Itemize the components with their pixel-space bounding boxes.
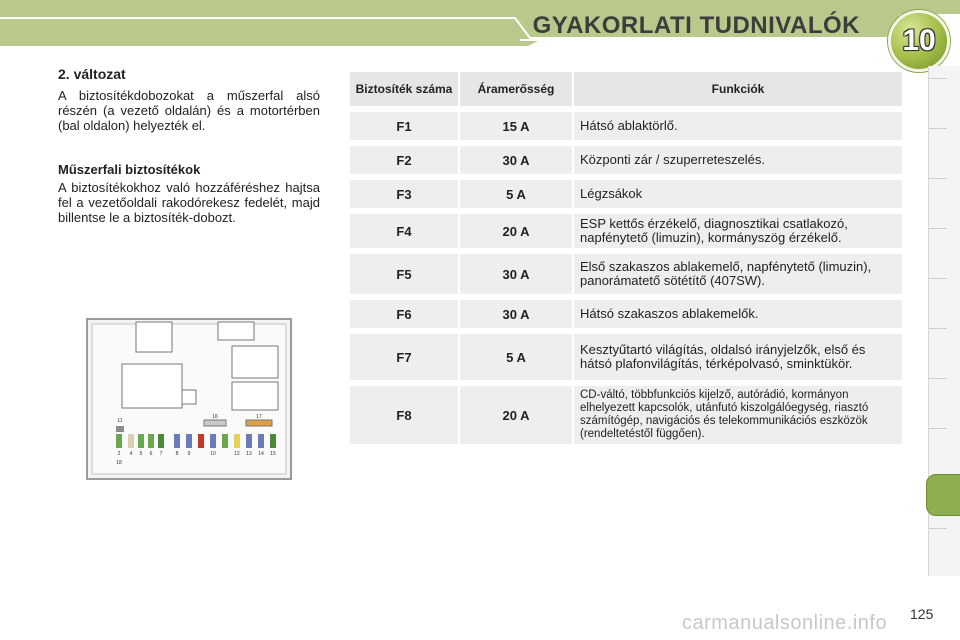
fuse [210, 434, 216, 448]
fuse-amperage: 30 A [460, 300, 572, 328]
table-row [350, 386, 902, 444]
fuse-label: 16 [212, 414, 218, 420]
fuse-label: 12 [234, 451, 240, 457]
fuse-number: F8 [350, 386, 458, 444]
fuse-label: 6 [149, 451, 153, 457]
fuse [158, 434, 164, 448]
fuse-label: 18 [116, 460, 122, 466]
table-row [350, 112, 902, 140]
fuse-label: 15 [270, 451, 276, 457]
table-row [350, 146, 902, 174]
header-band [0, 0, 960, 48]
fuse-label: 4 [129, 451, 133, 457]
table-header-row [350, 72, 902, 106]
tab-divider [929, 78, 947, 79]
fuse-label: 11 [117, 418, 123, 424]
watermark: carmanualsonline.info [682, 612, 888, 634]
fuse-label: 14 [258, 451, 264, 457]
subheading: Műszerfali biztosítékok [58, 162, 201, 177]
table-row [350, 300, 902, 328]
fuse [222, 434, 228, 448]
fuse-function: Első szakaszos ablakemelő, napfénytető (limuzin), panorámatető sötétítő (407SW). [574, 254, 902, 294]
fuse-table [348, 66, 904, 450]
fuse-amperage: 30 A [460, 146, 572, 174]
fuse-amperage: 30 A [460, 254, 572, 294]
fuse [186, 434, 192, 448]
fuse [128, 434, 134, 448]
section-title: 2. változat [58, 66, 126, 82]
fuse [246, 434, 252, 448]
intro-paragraph: A biztosítékdobozokat a műszerfal alsó részén (a vezető oldalán) és a motortérben (bal oldalon) helyezték el. [58, 88, 320, 133]
relay-top-left [136, 322, 172, 352]
header-functions: Funkciók [574, 72, 902, 106]
fuse [138, 434, 144, 448]
fuse [270, 434, 276, 448]
chapter-number: 10 [902, 24, 936, 57]
fuse-amperage: 15 A [460, 112, 572, 140]
tab-divider [929, 378, 947, 379]
table-row [350, 214, 902, 248]
fuse-number: F2 [350, 146, 458, 174]
fusebox-illustration [86, 318, 292, 480]
tab-divider [929, 528, 947, 529]
fuse-label: 5 [139, 451, 143, 457]
tab-divider [929, 128, 947, 129]
tab-divider [929, 278, 947, 279]
table-row [350, 254, 902, 294]
fuse-label: 2 [117, 451, 121, 457]
relay-top-right [218, 322, 254, 340]
fuse-label: 10 [210, 451, 216, 457]
fuse-label: 7 [159, 451, 163, 457]
tab-divider [929, 228, 947, 229]
chapter-tab-active[interactable] [926, 474, 960, 516]
relay-small [182, 390, 196, 404]
fuse-amperage: 20 A [460, 214, 572, 248]
fuse-label: 8 [175, 451, 179, 457]
relay-large [122, 364, 182, 408]
header-amperage: Áramerősség [460, 72, 572, 106]
fuse-amperage: 5 A [460, 180, 572, 208]
fuse [174, 434, 180, 448]
chapter-title: GYAKORLATI TUDNIVALÓK [532, 12, 860, 39]
fuse-number: F7 [350, 334, 458, 380]
fuse-function: Hátsó szakaszos ablakemelők. [574, 300, 902, 328]
fuse-number: F3 [350, 180, 458, 208]
tab-divider [929, 428, 947, 429]
fuse-function: CD-váltó, többfunkciós kijelző, autórádió, kormányon elhelyezett kapcsolók, utánfutó kiszolgálóegység, riasztó számítógép, navigációs és telekommunikációs eszközök (rendeltetéstől függően). [574, 386, 902, 444]
tab-divider [929, 178, 947, 179]
fuse-11 [116, 426, 124, 432]
fuse-label: 17 [256, 414, 262, 420]
fuse [116, 434, 122, 448]
table-row [350, 334, 902, 380]
chapter-badge [888, 10, 950, 72]
fuse-function: Hátsó ablaktörlő. [574, 112, 902, 140]
page-number: 125 [910, 606, 934, 622]
fuse-amperage: 5 A [460, 334, 572, 380]
header-fuse-number: Biztosíték száma [350, 72, 458, 106]
relay-right-lower [232, 382, 278, 410]
instructions-paragraph: A biztosítékokhoz való hozzáféréshez hajtsa fel a vezetőoldali rakodórekesz fedelét, majd billentse le a biztosíték-dobozt. [58, 180, 320, 225]
fuse-function: ESP kettős érzékelő, diagnosztikai csatlakozó, napfénytető (limuzin), kormányszög érzékelő. [574, 214, 902, 248]
maxi-fuse-16 [204, 420, 226, 426]
fuse-function: Kesztyűtartó világítás, oldalsó irányjelzők, első és hátsó plafonvilágítás, térképolvasó, sminktükör. [574, 334, 902, 380]
fuse-function: Központi zár / szuperreteszelés. [574, 146, 902, 174]
relay-right-upper [232, 346, 278, 378]
tab-divider [929, 328, 947, 329]
fuse-number: F5 [350, 254, 458, 294]
fuse [148, 434, 154, 448]
fuse-label: 13 [246, 451, 252, 457]
fuse-label: 9 [187, 451, 191, 457]
fuse-number: F6 [350, 300, 458, 328]
fuse [234, 434, 240, 448]
fuse-number: F4 [350, 214, 458, 248]
fuse-amperage: 20 A [460, 386, 572, 444]
fuse [198, 434, 204, 448]
fuse-function: Légzsákok [574, 180, 902, 208]
table-row [350, 180, 902, 208]
maxi-fuse-17 [246, 420, 272, 426]
fuse-number: F1 [350, 112, 458, 140]
fuse [258, 434, 264, 448]
